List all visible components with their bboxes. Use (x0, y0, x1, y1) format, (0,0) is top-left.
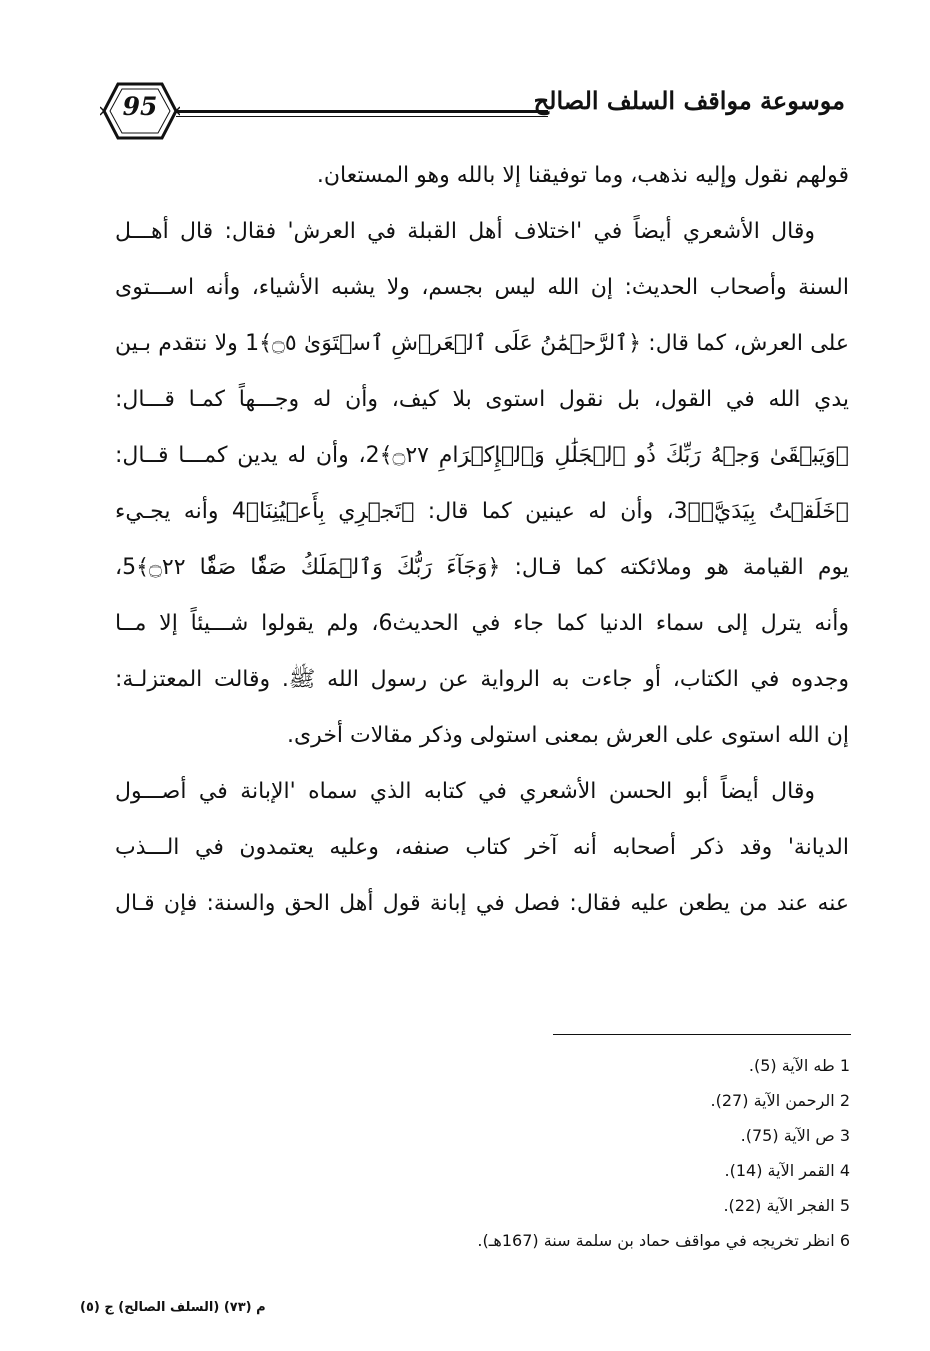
header-rule-thin (176, 116, 548, 117)
series-title: موسوعة مواقف السلف الصالح (533, 86, 845, 115)
body-line: السنة وأصحاب الحديث: إن الله ليس بجسم، ولا يشبه الأشياء، وأنه اســـتوى (115, 275, 849, 300)
body-line: ﴿وَيَبۡقَىٰ وَجۡهُ رَبِّكَ ذُو ٱلۡجَلَٰلِ وَٱلۡإِكۡرَامِ ۝٢٧﴾2، وأن له يدين كمـــا قــال: (115, 443, 849, 468)
printer-signature: م (٧٣) (السلف الصالح) ج (٥) (80, 1300, 266, 1315)
body-line: وقال أيضاً أبو الحسن الأشعري في كتابه الذي سماه 'الإبانة في أصـــول (115, 779, 815, 804)
body-text (115, 148, 849, 932)
body-line: وأنه يترل إلى سماء الدنيا كما جاء في الحديث6، ولم يقولوا شـــيئاً إلا مــا (115, 611, 849, 636)
body-line: عنه عند من يطعن عليه فقال: فصل في إبانة قول أهل الحق والسنة: فإن قـال (115, 891, 849, 916)
footnote: 4 القمر الآية (14). (724, 1161, 850, 1180)
footnote: 5 الفجر الآية (22). (723, 1196, 850, 1215)
body-line: الديانة' وقد ذكر أصحابه أنه آخر كتاب صنفه، وعليه يعتمدون في الـــذب (115, 835, 849, 860)
footnotes (150, 1048, 850, 1258)
body-line: يوم القيامة هو وملائكته كما قـال: ﴿وَجَآءَ رَبُّكَ وَٱلۡمَلَكُ صَفّٗا صَفّٗا ۝٢٢﴾5، (115, 555, 849, 580)
body-line: قولهم نقول وإليه نذهب، وما توفيقنا إلا بالله وهو المستعان. (316, 163, 849, 188)
page-number: 95 (122, 92, 158, 121)
footnote: 2 الرحمن الآية (27). (710, 1091, 850, 1110)
body-line: إن الله استوى على العرش بمعنى استولى وذكر مقالات أخرى. (286, 723, 849, 748)
footnote-rule (553, 1034, 851, 1035)
footnote: 6 انظر تخريجه في مواقف حماد بن سلمة سنة (167هـ). (477, 1231, 850, 1250)
body-line: وجدوه في الكتاب، أو جاءت به الرواية عن رسول الله ﷺ. وقالت المعتزلـة: (115, 667, 849, 692)
footnote: 3 ص الآية (75). (740, 1126, 850, 1145)
body-line: يدي الله في القول، بل نقول استوى بلا كيف، وأن له وجـــهاً كمـا قـــال: (115, 387, 849, 412)
body-line: وقال الأشعري أيضاً في 'اختلاف أهل القبلة في العرش' فقال: قال أهـــل (115, 219, 815, 244)
body-line: ﴿خَلَقۡتُ بِيَدَيَّۖ﴾3، وأن له عينين كما قال: ﴿تَجۡرِي بِأَعۡيُنِنَا﴾4 وأنه يجـيء (115, 499, 849, 524)
footnote: 1 طه الآية (5). (748, 1056, 850, 1075)
page-number-badge (100, 80, 180, 142)
header-rule (176, 110, 548, 113)
body-line: على العرش، كما قال: ﴿ٱلرَّحۡمَٰنُ عَلَى ٱلۡعَرۡشِ ٱسۡتَوَىٰ ۝٥﴾1 ولا نتقدم بـين (115, 331, 849, 356)
